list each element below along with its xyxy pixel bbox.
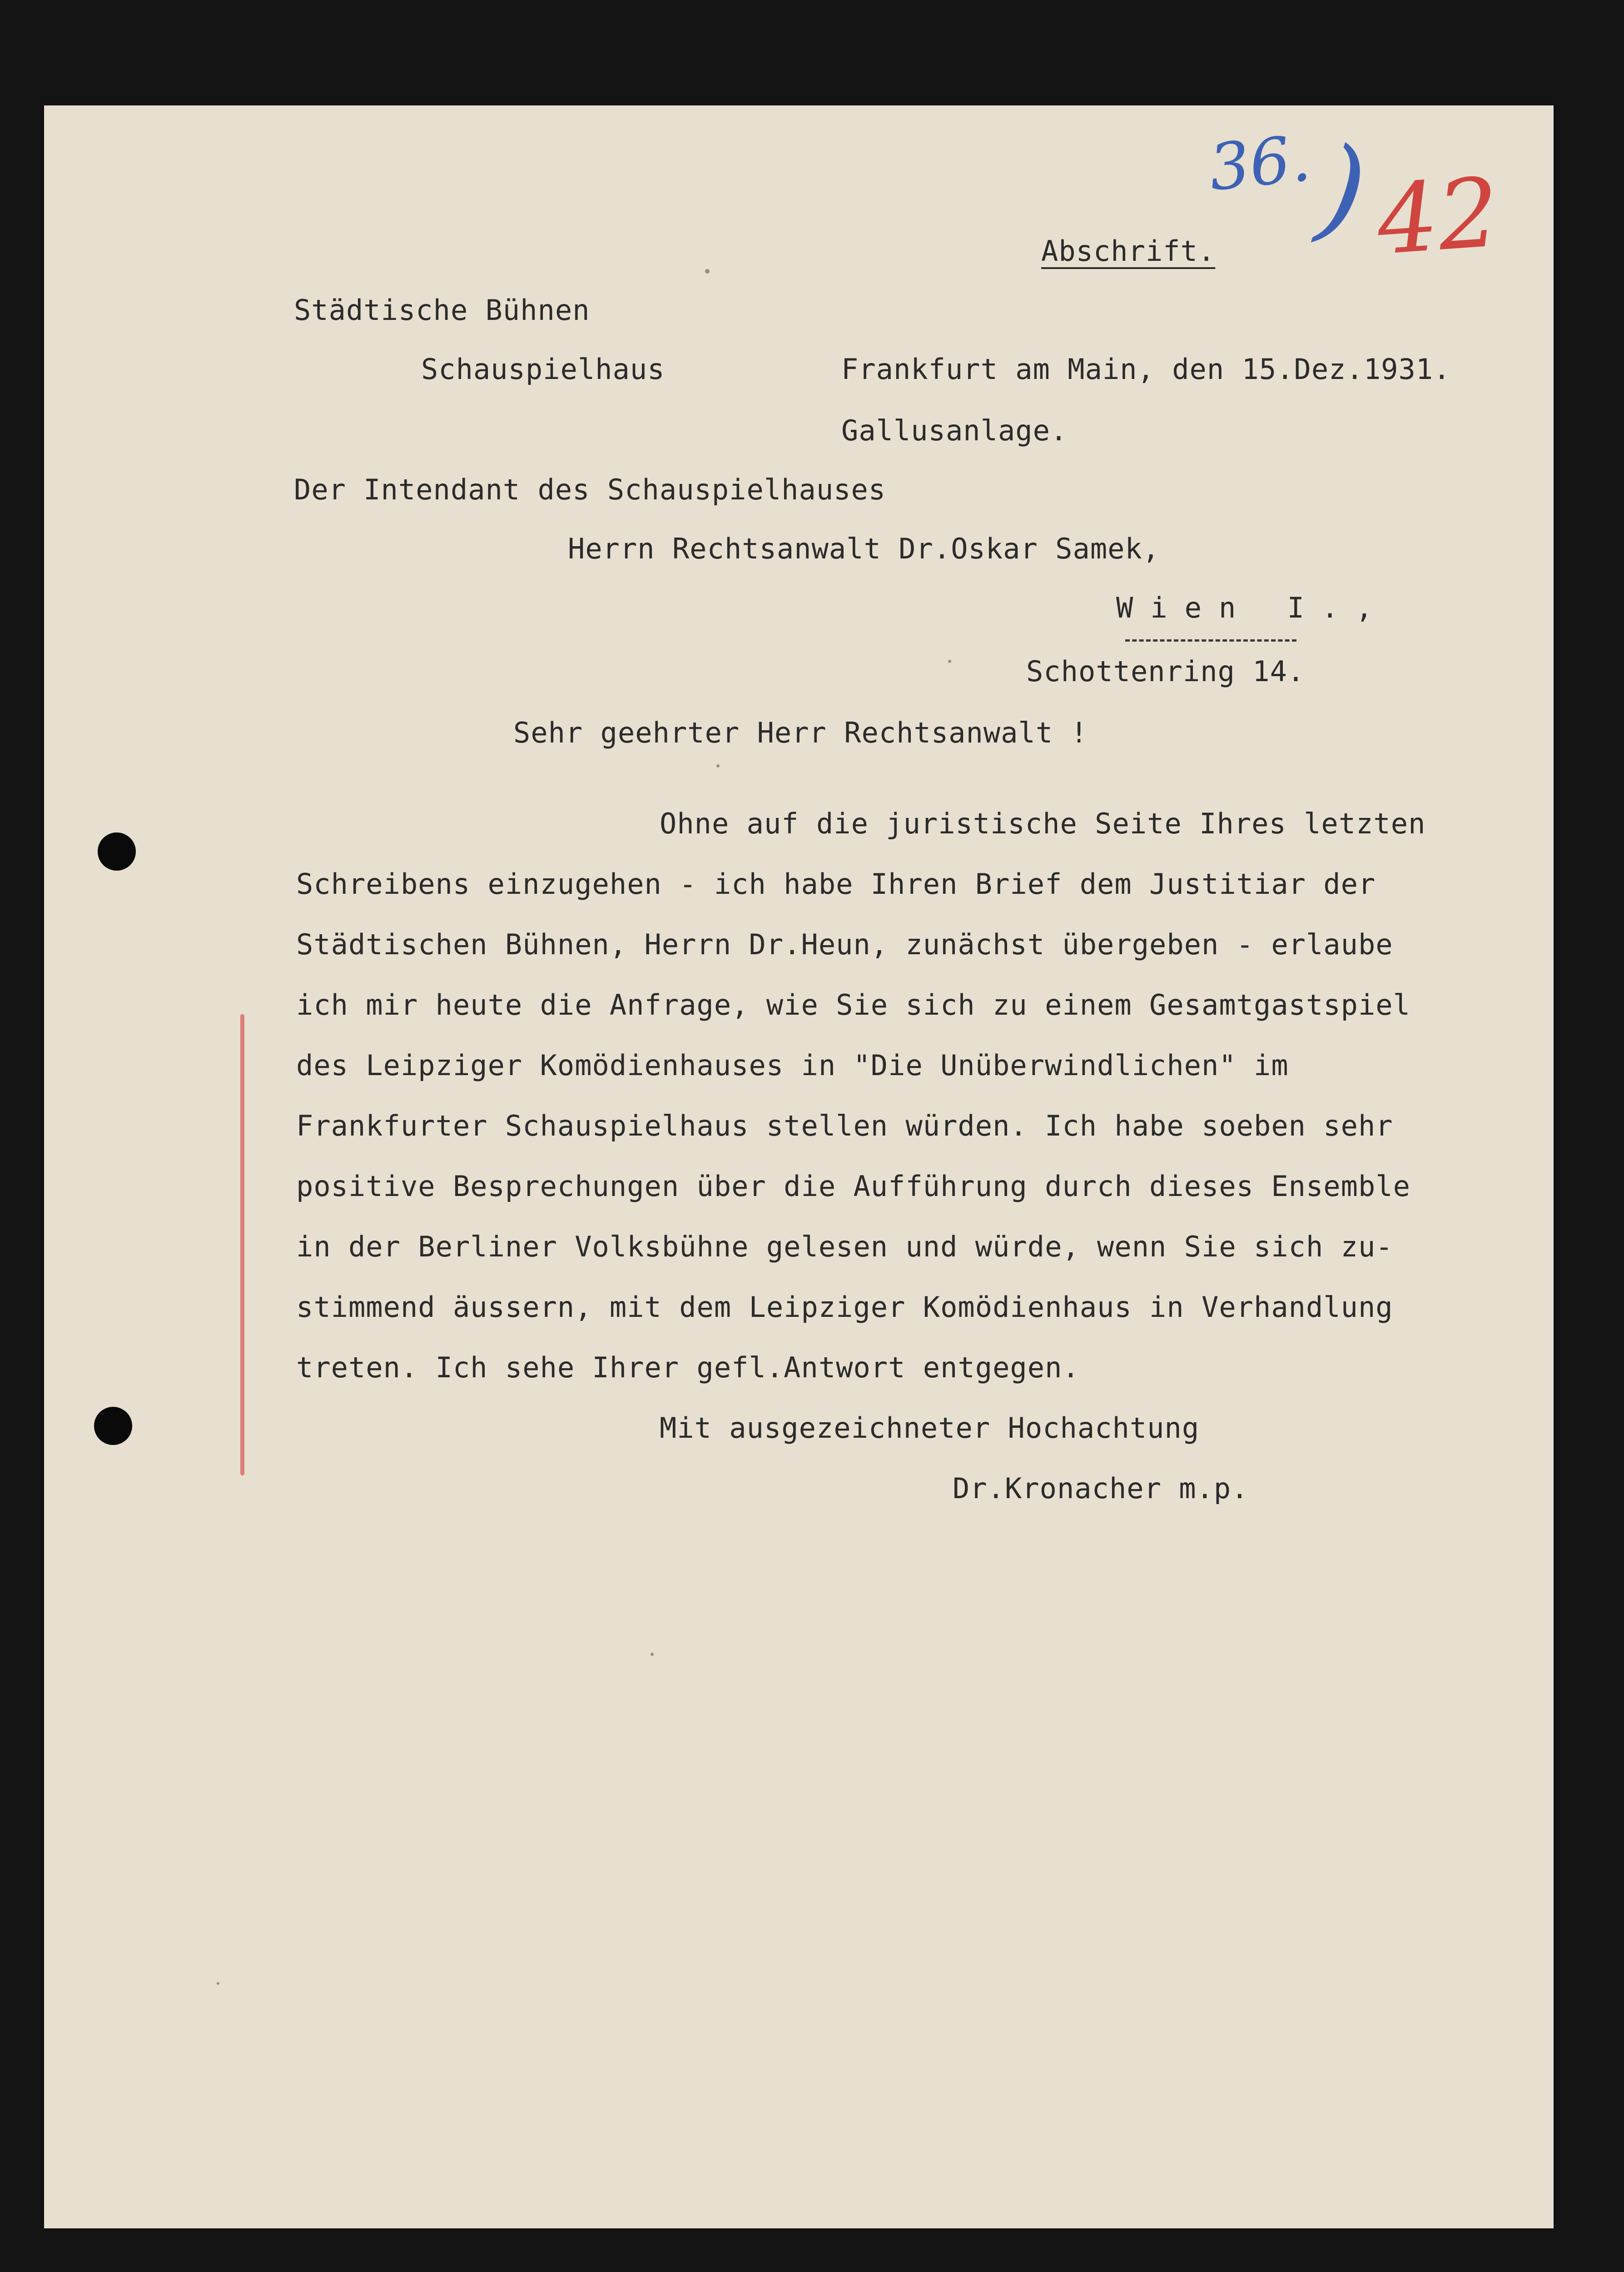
paper-fleck (651, 1653, 654, 1656)
body-line: Ohne auf die juristische Seite Ihres letzten (660, 807, 1426, 840)
body-line: ich mir heute die Anfrage, wie Sie sich zu einem Gesamtgastspiel (296, 988, 1410, 1021)
salutation: Sehr geehrter Herr Rechtsanwalt ! (513, 716, 1088, 749)
body-line: Städtischen Bühnen, Herrn Dr.Heun, zunächst übergeben - erlaube (296, 928, 1393, 961)
body-line: stimmend äussern, mit dem Leipziger Komödienhaus in Verhandlung (296, 1290, 1393, 1324)
recipient-city: Wien I., (1116, 591, 1390, 624)
punch-hole-lower (94, 1407, 132, 1445)
body-line: Frankfurter Schauspielhaus stellen würden. Ich habe soeben sehr (296, 1109, 1393, 1142)
place-date: Frankfurt am Main, den 15.Dez.1931. (841, 353, 1451, 386)
closing: Mit ausgezeichneter Hochachtung (660, 1411, 1200, 1445)
signature: Dr.Kronacher m.p. (953, 1472, 1249, 1505)
punch-hole-upper (98, 832, 136, 871)
paper-fleck (716, 764, 720, 767)
red-handwritten-number: 42 (1373, 156, 1503, 277)
sender-department: Schauspielhaus (421, 353, 665, 386)
sender-name: Städtische Bühnen (294, 294, 590, 327)
red-margin-mark (240, 1014, 244, 1475)
letter-sheet (44, 105, 1554, 2228)
body-line: treten. Ich sehe Ihrer gefl.Antwort entgegen. (296, 1351, 1080, 1384)
sender-street: Gallusanlage. (841, 414, 1068, 447)
recipient-name: Herrn Rechtsanwalt Dr.Oskar Samek, (568, 532, 1160, 565)
from-line: Der Intendant des Schauspielhauses (294, 473, 886, 506)
blue-handwritten-number: 36. (1206, 121, 1314, 206)
paper-fleck (705, 269, 710, 274)
blue-handwritten-bracket: ) (1311, 120, 1374, 258)
paper-fleck (948, 660, 951, 663)
body-line: des Leipziger Komödienhauses in "Die Unüberwindlichen" im (296, 1049, 1289, 1082)
letter-heading: Abschrift. (1041, 234, 1216, 268)
city-dashed-underline (1125, 639, 1296, 642)
paper-fleck (217, 1982, 219, 1985)
body-line: Schreibens einzugehen - ich habe Ihren Brief dem Justitiar der (296, 867, 1376, 901)
body-line: in der Berliner Volksbühne gelesen und würde, wenn Sie sich zu- (296, 1230, 1393, 1263)
recipient-address: Schottenring 14. (1026, 655, 1305, 688)
body-line: positive Besprechungen über die Aufführung durch dieses Ensemble (296, 1170, 1410, 1203)
